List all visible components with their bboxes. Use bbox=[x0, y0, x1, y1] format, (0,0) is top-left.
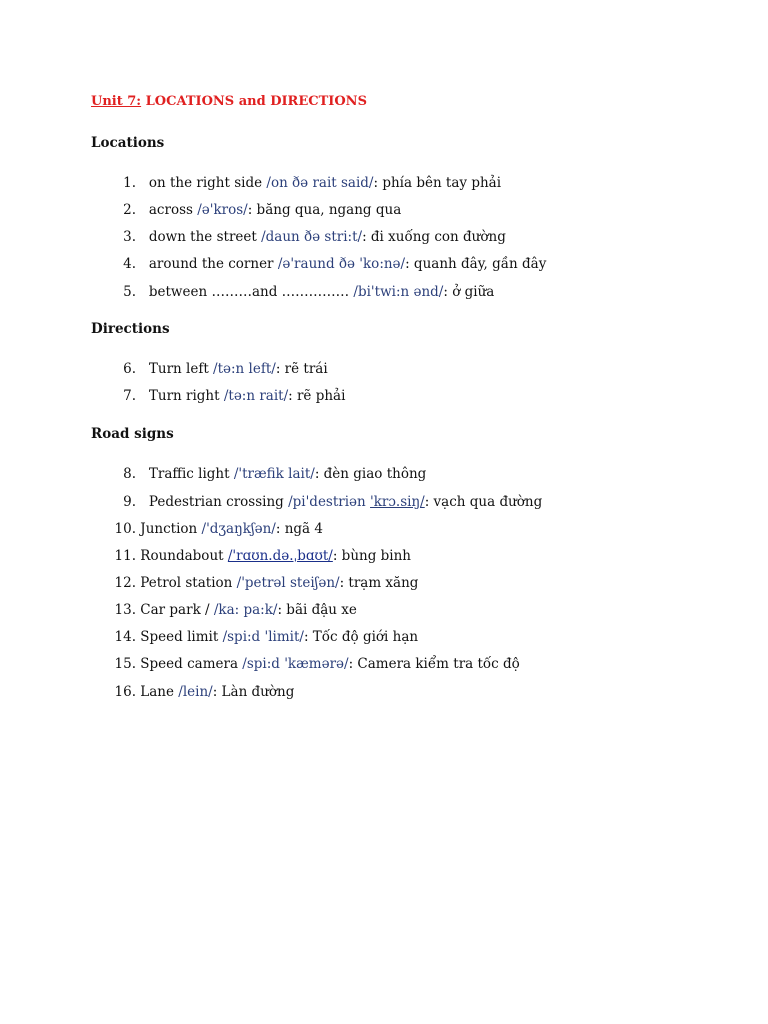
item-meaning: : quanh đây, gần đây bbox=[405, 256, 547, 272]
item-term: Turn right bbox=[148, 388, 224, 404]
item-number: 7. bbox=[123, 388, 136, 404]
item-ipa: /ka: pa:k/ bbox=[213, 602, 278, 618]
item-number: 6. bbox=[123, 361, 136, 377]
item-ipa: /bi'twi:n ənd/ bbox=[353, 284, 444, 300]
list-item bbox=[108, 228, 506, 246]
item-meaning: : Tốc độ giới hạn bbox=[303, 629, 419, 645]
item-term: Turn left bbox=[148, 361, 214, 377]
item-ipa: /spi:d 'kæmərə/ bbox=[242, 656, 349, 672]
list-item bbox=[108, 387, 345, 405]
list-item bbox=[108, 174, 501, 192]
item-ipa: /'petrəl steiʃən/ bbox=[236, 575, 340, 591]
item-term: Lane bbox=[140, 684, 179, 700]
title-text: LOCATIONS and DIRECTIONS bbox=[141, 94, 367, 109]
item-meaning: : đi xuống con đường bbox=[362, 229, 506, 245]
item-number: 8. bbox=[123, 466, 136, 482]
item-meaning: : trạm xăng bbox=[339, 575, 419, 591]
item-number: 12. bbox=[114, 575, 136, 591]
item-meaning: : phía bên tay phải bbox=[373, 175, 502, 191]
item-term: on the right side bbox=[148, 175, 267, 191]
item-ipa: /lein/ bbox=[178, 684, 213, 700]
item-ipa: /spi:d 'limit/ bbox=[222, 629, 304, 645]
item-term: Traffic light bbox=[148, 466, 234, 482]
item-term: Pedestrian crossing bbox=[148, 494, 289, 510]
item-number: 5. bbox=[123, 284, 136, 300]
item-ipa: /daun ðə stri:t/ bbox=[261, 229, 363, 245]
item-meaning: : băng qua, ngang qua bbox=[247, 202, 402, 218]
list-item bbox=[108, 628, 418, 646]
list-item bbox=[108, 655, 520, 673]
section-heading-road-signs: Road signs bbox=[91, 426, 174, 442]
item-meaning: : Làn đường bbox=[212, 684, 295, 700]
page-title bbox=[91, 94, 367, 109]
item-term: between ………and …………… bbox=[148, 284, 354, 300]
item-ipa: /pi'destriən bbox=[288, 494, 371, 510]
item-term: across bbox=[148, 202, 198, 218]
item-ipa-link[interactable]: 'krɔ.siŋ/ bbox=[370, 494, 425, 510]
list-item bbox=[108, 601, 357, 619]
list-item bbox=[108, 493, 542, 511]
section-heading-directions: Directions bbox=[91, 321, 170, 337]
item-number: 4. bbox=[123, 256, 136, 272]
item-number: 3. bbox=[123, 229, 136, 245]
item-meaning: : rẽ trái bbox=[275, 361, 328, 377]
item-number: 9. bbox=[123, 494, 136, 510]
section-heading-locations: Locations bbox=[91, 135, 165, 151]
item-ipa: /tə:n left/ bbox=[213, 361, 276, 377]
item-ipa: /'træfik lait/ bbox=[233, 466, 315, 482]
item-term: around the corner bbox=[148, 256, 278, 272]
item-term: Petrol station bbox=[140, 575, 237, 591]
item-ipa: /tə:n rait/ bbox=[223, 388, 289, 404]
list-item bbox=[108, 201, 401, 219]
list-item bbox=[108, 465, 426, 483]
item-term: Speed camera bbox=[140, 656, 243, 672]
list-item bbox=[108, 574, 418, 592]
item-ipa: /ə'kros/ bbox=[197, 202, 248, 218]
list-item bbox=[108, 360, 328, 378]
item-number: 16. bbox=[114, 684, 136, 700]
item-ipa: /on ðə rait said/ bbox=[266, 175, 374, 191]
item-number: 10. bbox=[114, 521, 136, 537]
item-ipa: /ə'raund ðə 'ko:nə/ bbox=[277, 256, 406, 272]
item-meaning: : rẽ phải bbox=[288, 388, 346, 404]
list-item bbox=[108, 520, 323, 538]
item-meaning: : đèn giao thông bbox=[314, 466, 427, 482]
unit-label: Unit 7: bbox=[91, 94, 142, 109]
item-meaning: : ngã 4 bbox=[275, 521, 323, 537]
item-term: Roundabout bbox=[140, 548, 228, 564]
item-term: Car park / bbox=[140, 602, 214, 618]
item-number: 1. bbox=[123, 175, 136, 191]
item-number: 15. bbox=[114, 656, 136, 672]
item-meaning: : ở giữa bbox=[443, 284, 495, 300]
item-number: 2. bbox=[123, 202, 136, 218]
item-term: down the street bbox=[148, 229, 262, 245]
list-item bbox=[108, 255, 546, 273]
item-meaning: : bãi đậu xe bbox=[277, 602, 357, 618]
item-term: Speed limit bbox=[140, 629, 223, 645]
list-item bbox=[108, 283, 494, 301]
item-term: Junction bbox=[140, 521, 202, 537]
item-number: 13. bbox=[114, 602, 136, 618]
item-meaning: : vạch qua đường bbox=[424, 494, 543, 510]
list-item bbox=[108, 547, 411, 565]
item-number: 14. bbox=[114, 629, 136, 645]
item-meaning: : Camera kiểm tra tốc độ bbox=[348, 656, 520, 672]
item-ipa: /'dʒaŋkʃən/ bbox=[201, 521, 276, 537]
item-ipa-link[interactable]: /'rɑʊn.də.ˌbɑʊt/ bbox=[227, 548, 333, 564]
list-item bbox=[108, 683, 294, 701]
item-number: 11. bbox=[114, 548, 136, 564]
item-meaning: : bùng binh bbox=[332, 548, 411, 564]
